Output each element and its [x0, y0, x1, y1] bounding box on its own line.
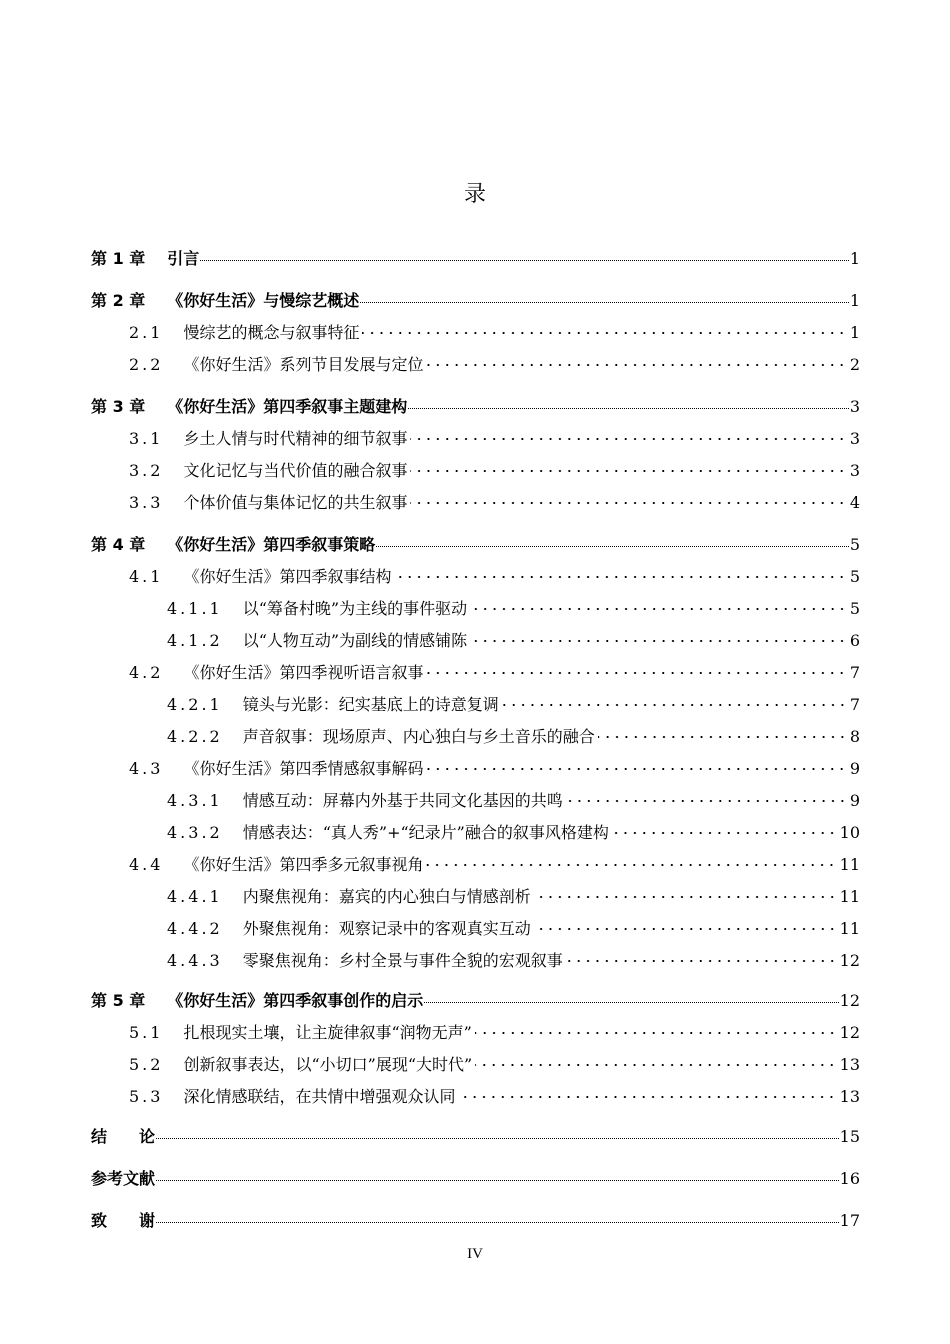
toc-entry-page: 10 — [839, 823, 860, 842]
dot-leader — [534, 896, 837, 898]
toc-entry-title: 结 论 — [91, 1127, 156, 1146]
toc-entry-title: 情感互动：屏幕内外基于共同文化基因的共鸣 — [242, 791, 563, 810]
toc-entry-page: 1 — [849, 249, 860, 268]
toc-entry-title: 情感表达：“真人秀”+“纪录片”融合的叙事风格建构 — [242, 823, 609, 842]
page-number-footer: IV — [467, 1246, 483, 1262]
toc-entry-page: 9 — [849, 759, 860, 778]
toc-entry-title: 《你好生活》第四季视听语言叙事 — [183, 663, 424, 682]
toc-entry[interactable] — [129, 354, 860, 376]
dot-leader — [424, 1002, 838, 1003]
dot-leader — [362, 332, 846, 334]
dot-leader — [475, 1064, 836, 1066]
toc-entry-page: 12 — [839, 991, 860, 1010]
page-title: 录 — [463, 182, 486, 207]
toc-entry-title: 扎根现实土壤，让主旋律叙事“润物无声” — [183, 1023, 472, 1042]
toc-entry[interactable] — [129, 662, 860, 684]
toc-entry-page: 9 — [849, 791, 860, 810]
toc-entry-number: 4.2.1 — [167, 695, 223, 714]
toc-entry-page: 5 — [849, 599, 860, 618]
dot-leader — [376, 546, 849, 547]
dot-leader — [408, 408, 849, 409]
toc-entry-number: 4.1 — [129, 567, 164, 586]
dot-leader — [426, 672, 846, 674]
dot-leader — [598, 736, 847, 738]
toc-entry[interactable] — [91, 990, 860, 1012]
dot-leader — [470, 640, 847, 642]
toc-entry-title: 声音叙事：现场原声、内心独白与乡土音乐的融合 — [242, 727, 595, 746]
toc-entry-page: 8 — [849, 727, 860, 746]
toc-entry-page: 11 — [839, 919, 860, 938]
toc-entry-page: 2 — [849, 355, 860, 374]
toc-entry[interactable] — [167, 822, 860, 844]
toc-entry-title: 《你好生活》第四季多元叙事视角 — [183, 855, 424, 874]
toc-entry-number: 2.2 — [129, 355, 164, 374]
toc-entry[interactable] — [167, 790, 860, 812]
toc-entry-page: 5 — [849, 535, 860, 554]
toc-entry-page: 11 — [839, 887, 860, 906]
toc-entry-page: 3 — [849, 397, 860, 416]
toc-entry-page: 7 — [849, 663, 860, 682]
toc-entry[interactable] — [167, 918, 860, 940]
toc-entry[interactable] — [91, 1126, 860, 1148]
toc-entry-number: 4.1.2 — [167, 631, 223, 650]
toc-entry[interactable] — [91, 534, 860, 556]
toc-entry-number: 4.4.2 — [167, 919, 223, 938]
dot-leader — [410, 502, 846, 504]
dot-leader — [156, 1222, 839, 1223]
toc-entry-title: 深化情感联结，在共情中增强观众认同 — [183, 1087, 456, 1106]
dot-leader — [426, 864, 836, 866]
toc-entry[interactable] — [167, 630, 860, 652]
toc-entry[interactable] — [91, 290, 860, 312]
toc-entry[interactable] — [167, 886, 860, 908]
toc-entry[interactable] — [91, 396, 860, 418]
toc-entry[interactable] — [129, 854, 860, 876]
toc-entry-number: 第 3 章 — [91, 397, 146, 416]
dot-leader — [566, 800, 847, 802]
toc-entry-number: 4.2 — [129, 663, 164, 682]
toc-entry-number: 3.1 — [129, 429, 164, 448]
dot-leader — [426, 768, 846, 770]
toc-entry[interactable] — [167, 726, 860, 748]
toc-entry-number: 4.4 — [129, 855, 164, 874]
toc-entry-number: 5.3 — [129, 1087, 164, 1106]
toc-entry-title: 《你好生活》第四季叙事策略 — [167, 535, 376, 554]
toc-entry-page: 12 — [839, 951, 860, 970]
toc-entry-number: 4.1.1 — [167, 599, 223, 618]
toc-entry-number: 5.1 — [129, 1023, 164, 1042]
dot-leader — [475, 1032, 837, 1034]
toc-entry[interactable] — [167, 598, 860, 620]
toc-entry-page: 3 — [849, 429, 860, 448]
toc-entry-title: 《你好生活》第四季叙事主题建构 — [167, 397, 408, 416]
toc-entry-title: 《你好生活》第四季叙事创作的启示 — [167, 991, 424, 1010]
toc-entry[interactable] — [129, 1054, 860, 1076]
toc-entry-page: 12 — [839, 1023, 860, 1042]
toc-entry-page: 17 — [839, 1211, 860, 1230]
toc-entry[interactable] — [129, 428, 860, 450]
toc-entry-number: 4.4.3 — [167, 951, 223, 970]
dot-leader — [612, 832, 837, 834]
toc-entry-title: 《你好生活》第四季情感叙事解码 — [183, 759, 424, 778]
toc-entry-number: 第 5 章 — [91, 991, 146, 1010]
toc-entry-page: 13 — [839, 1087, 860, 1106]
toc-entry-number: 4.2.2 — [167, 727, 223, 746]
toc-entry[interactable] — [129, 758, 860, 780]
toc-entry-title: 参考文献 — [91, 1169, 156, 1188]
toc-entry[interactable] — [91, 248, 860, 270]
toc-entry-title: 文化记忆与当代价值的融合叙事 — [183, 461, 408, 480]
toc-entry-page: 6 — [849, 631, 860, 650]
toc-entry-title: 个体价值与集体记忆的共生叙事 — [183, 493, 408, 512]
toc-entry-number: 3.2 — [129, 461, 164, 480]
toc-entry[interactable] — [91, 1210, 860, 1232]
toc-entry-title: 零聚焦视角：乡村全景与事件全貌的宏观叙事 — [242, 951, 563, 970]
dot-leader — [360, 302, 849, 303]
toc-entry-title: 外聚焦视角：观察记录中的客观真实互动 — [242, 919, 531, 938]
toc-entry-title: 乡土人情与时代精神的细节叙事 — [183, 429, 408, 448]
dot-leader — [470, 608, 847, 610]
dot-leader — [200, 260, 849, 261]
toc-entry-number: 2.1 — [129, 323, 164, 342]
toc-entry-number: 4.3.2 — [167, 823, 223, 842]
dot-leader — [394, 576, 846, 578]
toc-entry-number: 4.3 — [129, 759, 164, 778]
dot-leader — [502, 704, 847, 706]
toc-entry-number: 第 1 章 — [91, 249, 146, 268]
toc-entry-page: 13 — [839, 1055, 860, 1074]
toc-entry-page: 11 — [839, 855, 860, 874]
toc-entry[interactable] — [129, 492, 860, 514]
toc-entry-title: 以“筹备村晚”为主线的事件驱动 — [242, 599, 468, 618]
toc-entry-page: 7 — [849, 695, 860, 714]
toc-entry-number: 4.4.1 — [167, 887, 223, 906]
toc-entry-title: 《你好生活》系列节目发展与定位 — [183, 355, 424, 374]
toc-entry-page: 4 — [849, 493, 860, 512]
toc-entry-title: 致 谢 — [91, 1211, 156, 1230]
toc-entry-number: 4.3.1 — [167, 791, 223, 810]
dot-leader — [410, 438, 846, 440]
toc-entry-title: 内聚焦视角：嘉宾的内心独白与情感剖析 — [242, 887, 531, 906]
toc-entry[interactable] — [91, 1168, 860, 1190]
toc-entry[interactable] — [167, 950, 860, 972]
toc-entry-number: 第 2 章 — [91, 291, 146, 310]
toc-entry[interactable] — [129, 566, 860, 588]
toc-entry-page: 1 — [849, 323, 860, 342]
toc-entry[interactable] — [129, 322, 860, 344]
toc-entry[interactable] — [129, 1086, 860, 1108]
toc-entry-number: 第 4 章 — [91, 535, 146, 554]
toc-entry-title: 慢综艺的概念与叙事特征 — [183, 323, 360, 342]
toc-entry[interactable] — [129, 460, 860, 482]
toc-entry-page: 3 — [849, 461, 860, 480]
dot-leader — [534, 928, 837, 930]
dot-leader — [156, 1180, 839, 1181]
toc-entry-page: 15 — [839, 1127, 860, 1146]
table-of-contents — [91, 0, 860, 1344]
toc-entry-title: 以“人物互动”为副线的情感铺陈 — [242, 631, 468, 650]
toc-entry-page: 16 — [839, 1169, 860, 1188]
toc-entry-title: 《你好生活》与慢综艺概述 — [167, 291, 360, 310]
toc-entry-number: 5.2 — [129, 1055, 164, 1074]
toc-entry[interactable] — [167, 694, 860, 716]
toc-entry-title: 引言 — [167, 249, 200, 268]
dot-leader — [458, 1096, 836, 1098]
toc-entry-title: 创新叙事表达，以“小切口”展现“大时代” — [183, 1055, 473, 1074]
toc-entry-title: 《你好生活》第四季叙事结构 — [183, 567, 392, 586]
toc-entry-title: 镜头与光影：纪实基底上的诗意复调 — [242, 695, 499, 714]
toc-entry[interactable] — [129, 1022, 860, 1044]
dot-leader — [156, 1138, 839, 1139]
dot-leader — [410, 470, 846, 472]
dot-leader — [426, 364, 846, 366]
toc-entry-page: 5 — [849, 567, 860, 586]
toc-entry-number: 3.3 — [129, 493, 164, 512]
dot-leader — [566, 960, 837, 962]
toc-entry-page: 1 — [849, 291, 860, 310]
